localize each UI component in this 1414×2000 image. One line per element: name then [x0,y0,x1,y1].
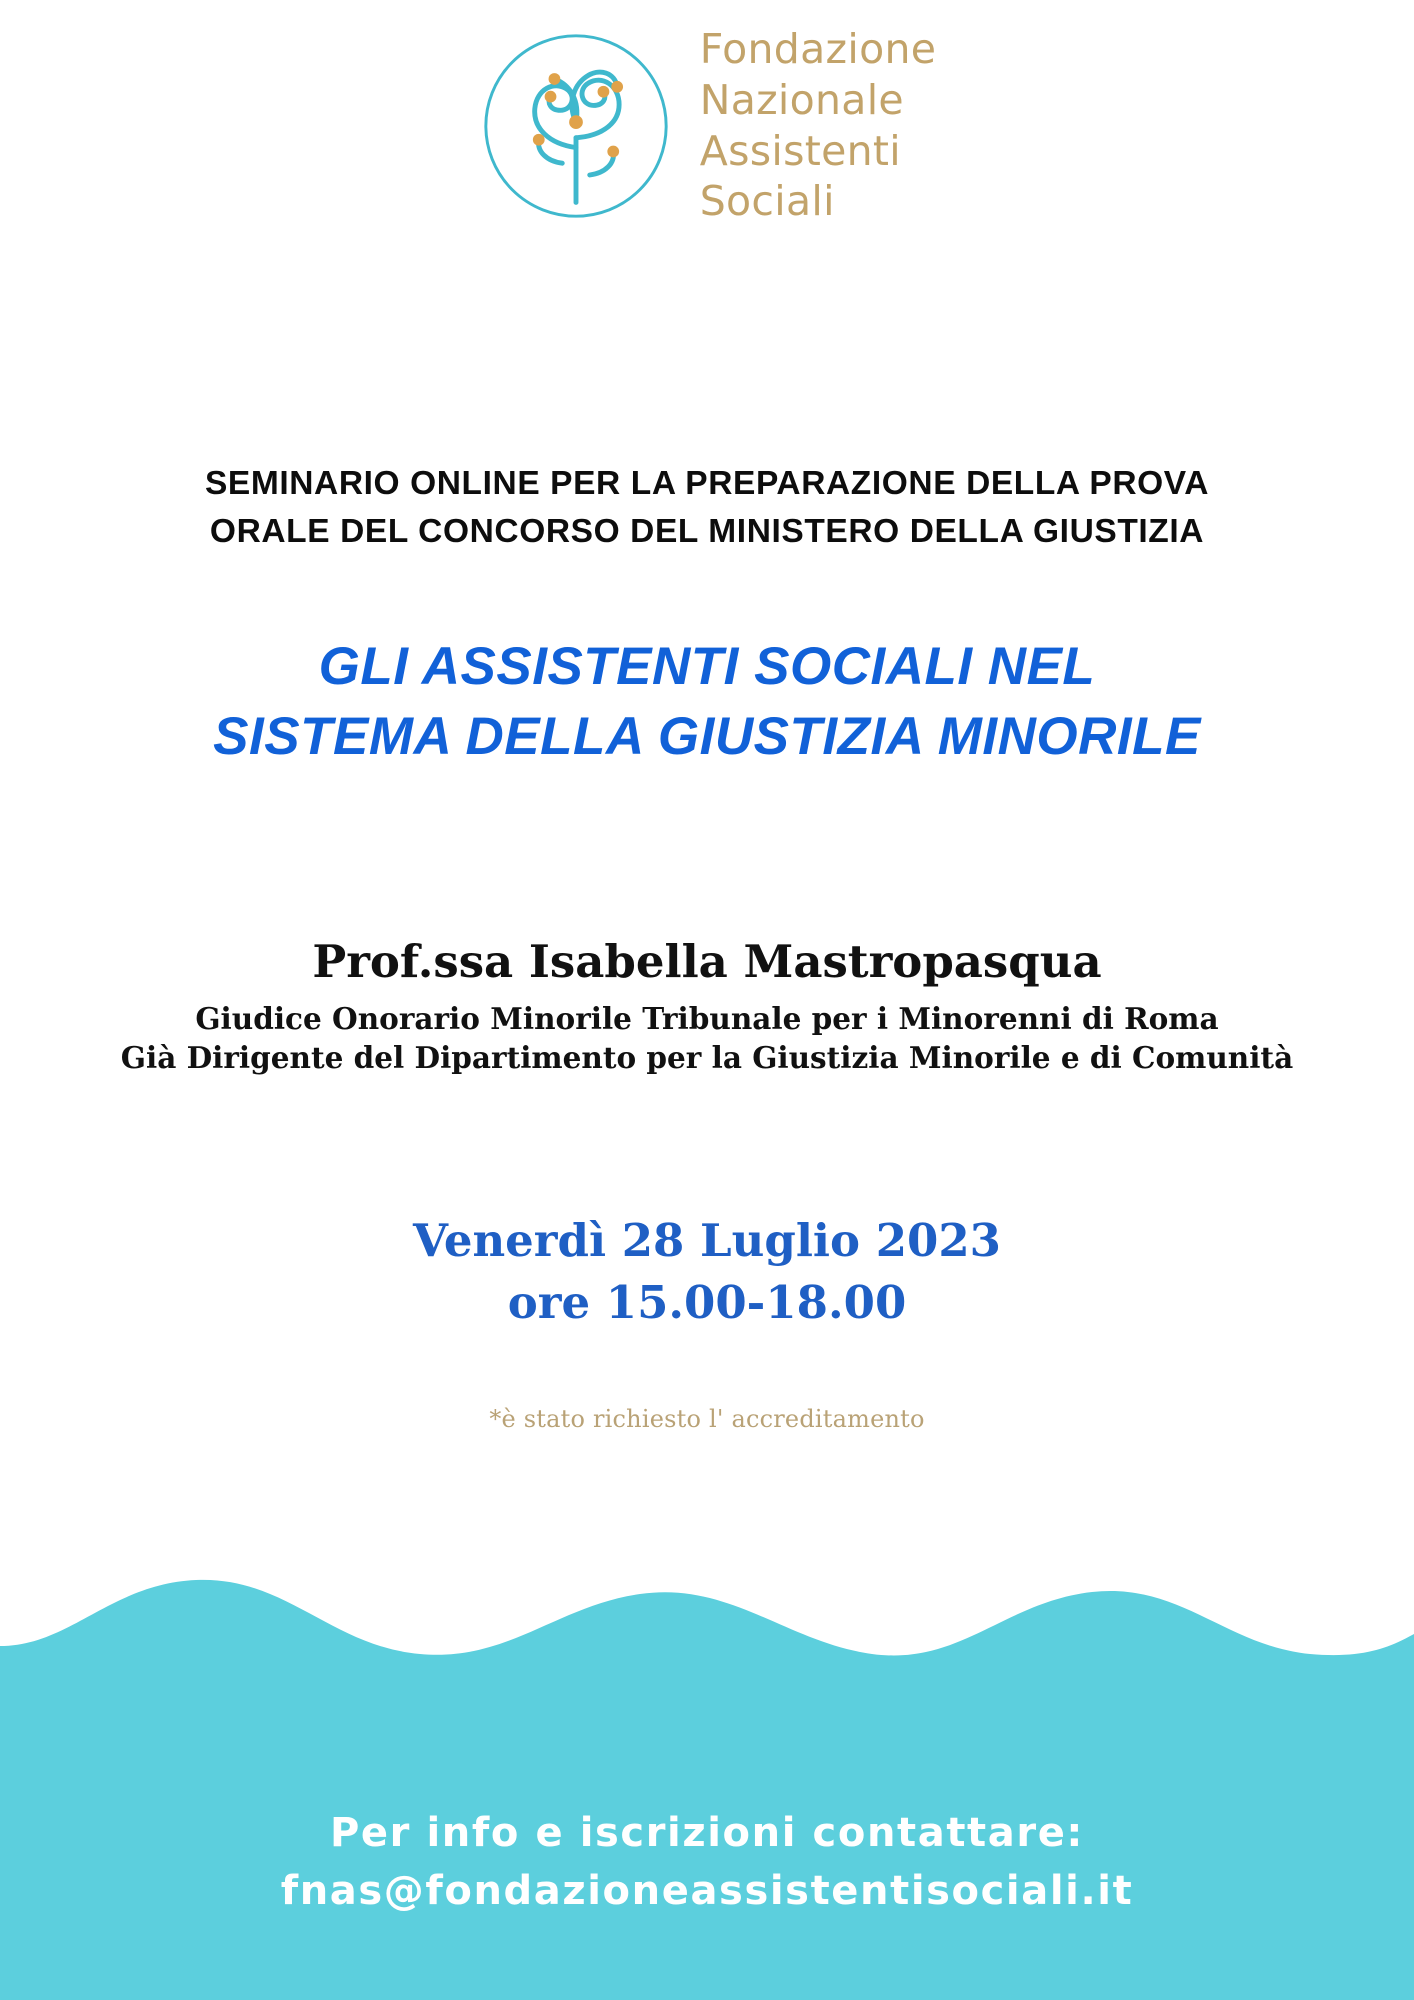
speaker-role-1: Giudice Onorario Minorile Tribunale per i Minorenni di Roma [195,1001,1219,1036]
speaker-roles [0,1000,1414,1078]
event-time: ore 15.00-18.00 [507,1276,907,1330]
event-date: Venerdì 28 Luglio 2023 [413,1214,1001,1267]
footer-contact-email[interactable]: fnas@fondazioneassistentisociali.it [280,1868,1134,1914]
footer-contact-label: Per info e iscrizioni contattare: [329,1810,1085,1856]
wave-footer-shape [0,1550,1414,2000]
accreditation-note: *è stato richiesto l' accreditamento [489,1405,925,1433]
page-title-line-1: GLI ASSISTENTI SOCIALI NEL [318,637,1096,696]
logo-line-1: Fondazione [699,25,937,73]
page-title [0,632,1414,773]
seminar-subtitle [0,460,1414,555]
speaker-name: Prof.ssa Isabella Mastropasqua [312,935,1102,988]
logo-line-4: Sociali [699,177,835,226]
logo-line-3: Assistenti [699,126,901,175]
logo-line-2: Nazionale [699,75,904,124]
page-title-line-2: SISTEMA DELLA GIUSTIZIA MINORILE [213,707,1201,767]
speaker-role-2: Già Dirigente del Dipartimento per la Giustizia Minorile e di Comunità [120,1039,1294,1075]
logo-block [0,24,1414,227]
logo-wordmark [700,24,937,227]
fnas-tree-logo-icon [478,28,674,224]
event-datetime [0,1210,1414,1334]
seminar-subtitle-line-1: SEMINARIO ONLINE PER LA PREPARAZIONE DELLA PROVA [204,465,1210,502]
seminar-subtitle-line-2: ORALE DEL CONCORSO DEL MINISTERO DELLA GIUSTIZIA [209,512,1205,550]
